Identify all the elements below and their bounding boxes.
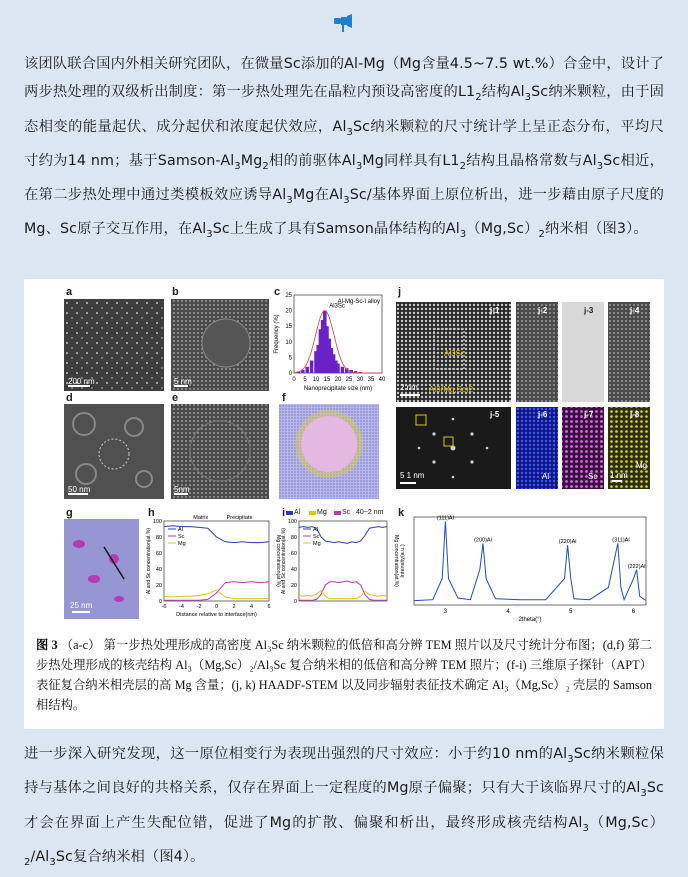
chart-c-ytick: 20	[285, 308, 292, 315]
chart-h-ylabel-left: Al and Sc concentration(at.%)	[146, 527, 152, 595]
chart-h-ytick: 20	[155, 583, 162, 589]
chart-h-profile	[144, 511, 279, 626]
chart-c-ytick: 0	[288, 371, 292, 377]
label-j8: j-8	[630, 410, 640, 419]
chart-h-ytick: 80	[155, 535, 162, 541]
paragraph-1-segment: Mg同样具有L1	[362, 152, 460, 169]
chart-h-xtick: 0	[214, 604, 219, 610]
panel-label-h: h	[148, 507, 155, 519]
panel-label-a: a	[66, 286, 73, 298]
paragraph-1-segment: 3	[524, 92, 532, 104]
paragraph-2-segment: 3	[640, 788, 647, 800]
label-el-al: Al	[542, 472, 550, 481]
chart-h-xlabel: Distance relative to interface(nm)	[176, 612, 257, 618]
chart-i-ylabel-right: Mg concentration(at.%)	[393, 535, 399, 587]
paragraph-1-segment: 2	[475, 92, 482, 104]
chart-c-bar	[305, 367, 309, 373]
legend-f-sc: Sc	[342, 509, 351, 516]
legend-f-mg: Mg	[317, 509, 327, 516]
chart-c-bar	[336, 364, 340, 373]
paragraph-2-segment: 进一步深入研究发现，这一原位相变行为表现出强烈的尺寸效应：小于约10 nm的Al	[24, 746, 568, 762]
chart-c-histogram	[272, 287, 387, 397]
paragraph-1-segment: 3	[206, 229, 213, 241]
panel-label-c: c	[274, 286, 281, 298]
chart-k-peak-label: (200)Al	[474, 537, 492, 544]
microphone-icon	[332, 12, 354, 34]
panel-label-i: i	[282, 507, 286, 519]
chart-i-ytick: 100	[287, 519, 297, 525]
paragraph-2-segment: Sc复合纳米相（图4）。	[55, 848, 205, 865]
paragraph-1-segment: 该团队联合国内外相关研究团队，在微量Sc添加的Al-Mg（Mg含量4.5~7.5 wt.%）合金中，设计了两步热处理的双级析出制度：第一步热处理先在晶粒内预设高密度的L1	[24, 56, 664, 101]
chart-k-peak-label: (311)Al	[612, 537, 630, 544]
paragraph-1-segment: 2	[262, 160, 269, 172]
chart-h-ytick: 40	[155, 567, 162, 573]
chart-h-top-right: Precipitate	[226, 515, 253, 521]
chart-k-peak-label: (222)Al	[627, 563, 646, 570]
legend-f-range: 40~2 nm	[356, 509, 384, 516]
label-al3sc: Al3Sc	[444, 349, 465, 358]
chart-h-xtick: 2	[232, 604, 236, 610]
paragraph-1-segment: 3	[346, 126, 353, 138]
paragraph-2-segment: 3	[582, 822, 589, 834]
chart-h-ytick: 60	[155, 551, 162, 557]
label-j3: j-3	[584, 306, 594, 315]
chart-i-ytick: 40	[290, 567, 297, 573]
panel-label-f: f	[282, 392, 286, 404]
scalebar-j: 2 nm	[400, 383, 418, 392]
paragraph-2-segment: 3	[49, 856, 56, 868]
chart-k-peak-label: (111)Al	[436, 515, 454, 522]
paragraph-1-segment: 3	[343, 195, 350, 207]
scalebar-j8: 1 nm	[610, 471, 628, 480]
scalebar-e: 5nm	[174, 485, 190, 494]
paragraph-2-segment: Sc纳米颗粒保持与基体之间良好的共格关系，仅存在界面上一定程度的Mg原子偏聚；只有大于该临界尺寸的Al	[24, 746, 664, 797]
panel-j	[396, 302, 650, 489]
panel-label-g: g	[66, 507, 73, 519]
paragraph-2-segment: /Al	[30, 848, 50, 865]
paragraph-1-segment: 2	[459, 160, 467, 172]
chart-k-xrd	[396, 511, 654, 626]
paragraph-1-segment: 3	[234, 160, 241, 172]
chart-c-ytick: 25	[285, 293, 292, 299]
chart-c-bar	[341, 367, 345, 373]
paragraph-1-segment: 3	[459, 229, 467, 241]
chart-h-xtick: -2	[196, 604, 202, 610]
paragraph-1-segment: 相的前驱体Al	[268, 152, 356, 169]
chart-h-xtick: 4	[249, 604, 254, 610]
chart-c-ytick: 5	[288, 355, 292, 362]
scalebar-j5: 5 1 nm	[400, 471, 425, 480]
figure-3	[24, 279, 664, 729]
scalebar-a: 200 nm	[68, 377, 95, 386]
paragraph-2-text	[24, 740, 664, 877]
chart-c-xtick: 40	[378, 377, 386, 383]
paragraph-1-segment: 3	[596, 160, 604, 172]
label-j4: j-4	[630, 306, 640, 315]
caption-text: （a-c） 第一步热处理形成的高密度 Al₃Sc 纳米颗粒的低倍和高分辨 TEM 照片以及尺寸统计分布图；(d,f) 第二步热处理形成的核壳结构 Al₃（Mg,Sc）₂/Al₃Sc 复合纳米相的低倍和高分辨 TEM 照片；(f-i) 三维原子探针（APT）表征复合纳米相壳层的高 Mg 含量；(j, k) HAADF-STEM 以及同步辐射表征技术确定 Al₃（Mg,Sc）₂ 壳层的 Samson 相结构。	[36, 638, 652, 712]
paragraph-1-segment: Sc上生成了具有Samson晶体结构的Al	[212, 221, 460, 238]
label-j2: j-2	[538, 306, 548, 315]
chart-c-xtick: 5	[303, 377, 307, 383]
chart-i-ytick: 80	[290, 535, 297, 541]
chart-h-xtick: 6	[267, 604, 271, 610]
paragraph-1-segment: 3	[355, 160, 363, 172]
paragraph-2-segment: （Mg,Sc）	[588, 814, 665, 831]
chart-k-peak-label: (220)Al	[558, 539, 577, 546]
chart-i-legend-label: Mg	[313, 541, 321, 547]
chart-c-ylabel: Frequency (%)	[274, 314, 280, 354]
chart-h-top-left: Matrix	[193, 515, 209, 521]
legend-f-al: Al	[294, 509, 301, 516]
panel-label-k: k	[398, 507, 405, 519]
chart-c-annotation: Al3Sc	[329, 303, 345, 310]
label-el-mg: Mg	[636, 461, 648, 470]
scalebar-d: 50 nm	[68, 485, 91, 494]
panel-label-b: b	[172, 286, 179, 298]
chart-i-ylabel-left: Al and Sc concentration(at.%)	[281, 527, 287, 595]
label-j7: j-7	[584, 410, 594, 419]
paragraph-2-segment: Sc才会在界面上产生失配位错，促进了Mg的扩散、偏聚和析出，最终形成核壳结构Al	[24, 780, 664, 831]
paragraph-1-segment: Sc纳米颗粒的尺寸统计学上呈正态分布，平均尺寸约为14 nm；基于Samson-Al	[24, 118, 664, 169]
chart-h-legend-label: Al	[178, 527, 183, 533]
panel-label-d: d	[66, 392, 73, 404]
paragraph-1-segment: Sc纳米颗粒，由于固态相变的能量起伏、成分起伏和浓度起伏效应，Al	[24, 84, 664, 135]
chart-k-xtick: 3	[443, 609, 448, 615]
panel-label-j: j	[398, 286, 402, 298]
chart-c-xtick: 25	[345, 377, 353, 383]
paragraph-1-segment: 纳米相（图3）。	[544, 221, 648, 238]
chart-h-ylabel-right: Mg concentration(at.%)	[275, 535, 281, 587]
chart-h-ytick: 0	[158, 599, 162, 605]
chart-k-xtick: 5	[569, 609, 573, 615]
chart-i-ytick: 60	[290, 551, 297, 557]
chart-c-ytick: 10	[285, 339, 292, 346]
paragraph-1-segment: Mg	[240, 152, 263, 169]
figure-caption	[36, 635, 652, 715]
paragraph-1-segment: 结构Al	[481, 84, 525, 101]
caption-label: 图 3	[36, 638, 58, 652]
label-j1: j-1	[490, 306, 500, 315]
chart-c-xtick: 10	[312, 377, 320, 383]
chart-c-ytick: 15	[285, 324, 292, 331]
chart-k-xtick: 6	[631, 609, 636, 615]
paragraph-1-segment: 2	[538, 229, 545, 241]
paragraph-1-segment: Mg在Al	[292, 187, 344, 204]
chart-k-frame	[414, 517, 646, 605]
chart-c-xtick: 35	[367, 377, 375, 383]
chart-k-xlabel: 2theta(°)	[518, 617, 542, 623]
label-el-sc: Sc	[588, 472, 598, 481]
label-j6: j-6	[538, 410, 548, 419]
panel-f	[279, 404, 379, 515]
paragraph-1-segment: Sc相近，在第二步热处理中通过类模板效应诱导Al	[24, 152, 665, 204]
chart-c-xtick: 15	[323, 377, 331, 383]
chart-i-frame	[299, 521, 387, 601]
paragraph-1-segment: 3	[286, 195, 293, 207]
chart-i-ytick: 20	[290, 583, 297, 589]
chart-i-ytick: 0	[293, 599, 297, 605]
paragraph-finding	[24, 740, 664, 877]
chart-h-frame	[164, 521, 269, 601]
paragraph-1-text	[24, 50, 664, 250]
paragraph-1-segment: Sc/基体界面上原位析出，进一步藉由原子尺度的Mg、Sc原子交互作用，在Al	[24, 187, 664, 238]
chart-c-title: Al-Mg-Sc-I alloy	[337, 299, 380, 305]
paragraph-1-segment: 结构且晶格常数与Al	[466, 152, 597, 169]
chart-c-xlabel: Nanoprecipitate size (nm)	[303, 386, 373, 392]
chart-h-xtick: -4	[179, 604, 184, 610]
paragraph-2-segment: 2	[24, 856, 31, 868]
chart-c-xtick: 0	[292, 377, 296, 383]
chart-h-legend-label: Mg	[178, 541, 186, 547]
label-shell: Al3(Mg,Sc)2	[429, 385, 474, 394]
chart-c-bar	[310, 361, 314, 373]
chart-i-legend-label: Al	[313, 527, 318, 533]
chart-k-ylabel: Intensity(a.u.)	[400, 544, 406, 578]
paragraph-1-segment: （Mg,Sc）	[466, 221, 539, 238]
chart-k-xtick: 4	[506, 609, 510, 615]
chart-h-xtick: -6	[161, 604, 167, 610]
label-j5: j-5	[490, 410, 500, 419]
chart-i-profile	[279, 511, 397, 626]
paragraph-intro	[24, 50, 664, 250]
scalebar-g: 25 nm	[70, 601, 93, 610]
paragraph-2-segment: 3	[567, 753, 574, 765]
chart-c-xtick: 30	[356, 377, 364, 383]
chart-h-ytick: 100	[152, 519, 162, 525]
chart-c-xtick: 20	[334, 377, 342, 383]
panel-label-e: e	[172, 392, 179, 404]
scalebar-b: 5 nm	[174, 377, 192, 386]
chart-i-legend-label: Sc	[313, 534, 320, 540]
chart-h-legend-label: Sc	[178, 534, 185, 540]
